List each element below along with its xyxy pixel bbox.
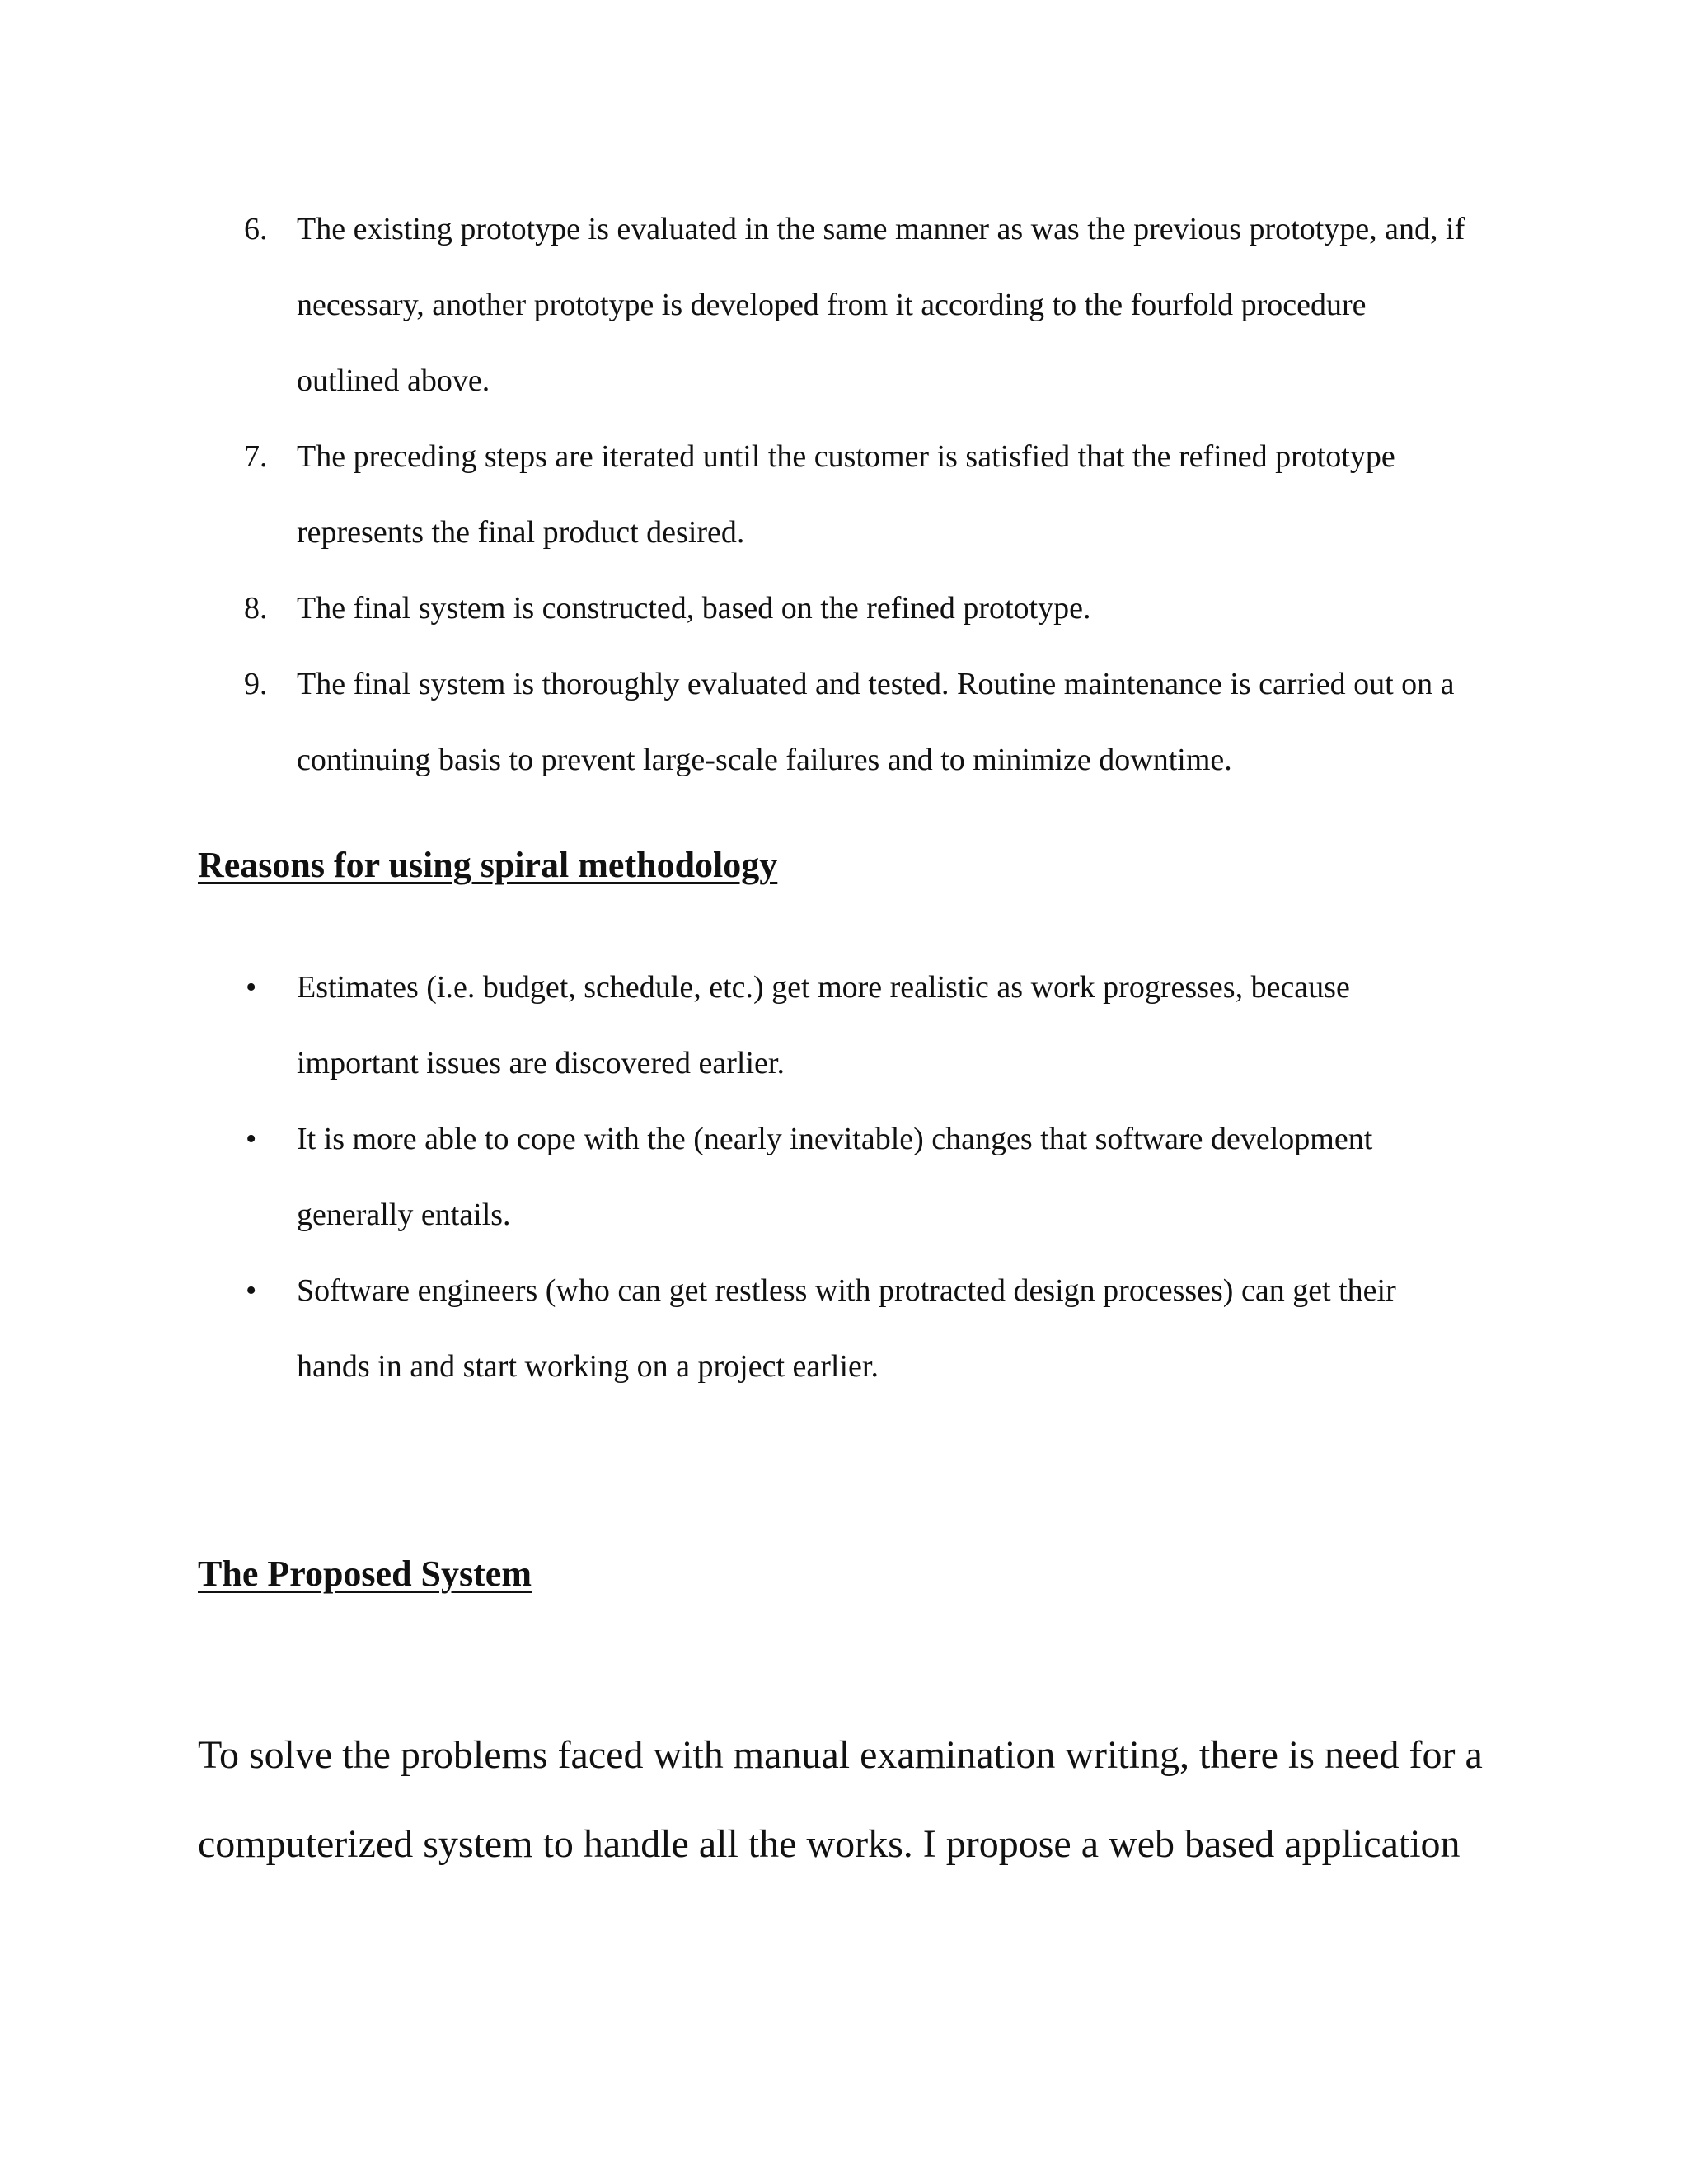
proposed-system-paragraph: To solve the problems faced with manual examination writing, there is need for a computerized system to handle all the works. I propose a web based application: [198, 1733, 1483, 1866]
list-number: 7.: [244, 439, 268, 474]
bullet-icon: •: [246, 1273, 257, 1308]
section-heading-reasons: Reasons for using spiral methodology: [198, 845, 778, 885]
list-item-text: The final system is thoroughly evaluated and tested. Routine maintenance is carried out on a continuing basis to prevent large-scale failures and to minimize downtime.: [297, 667, 1455, 777]
list-item: [0, 949, 1688, 1101]
list-item-text: The final system is constructed, based on the refined prototype.: [297, 591, 1091, 626]
list-item-text: The existing prototype is evaluated in the same manner as was the previous prototype, and, if necessary, another prototype is developed from it according to the fourfold procedure outlined above.: [297, 212, 1465, 398]
reasons-bullet-list: [0, 949, 1688, 1404]
bullet-text: Software engineers (who can get restless with protracted design processes) can get their hands in and start working on a project earlier.: [297, 1273, 1396, 1384]
numbered-steps-list: [0, 191, 1688, 798]
list-number: 9.: [244, 667, 268, 701]
list-item: [0, 646, 1688, 798]
bullet-text: It is more able to cope with the (nearly inevitable) changes that software development generally entails.: [297, 1122, 1373, 1232]
list-item: [0, 1101, 1688, 1253]
bullet-icon: •: [246, 1122, 257, 1156]
list-item: [0, 570, 1688, 646]
list-item-text: The preceding steps are iterated until the customer is satisfied that the refined prototype represents the final product desired.: [297, 439, 1395, 550]
list-number: 8.: [244, 591, 268, 626]
bullet-icon: •: [246, 970, 257, 1005]
list-item: [0, 1253, 1688, 1404]
bullet-text: Estimates (i.e. budget, schedule, etc.) get more realistic as work progresses, because important issues are discovered earlier.: [297, 970, 1350, 1080]
section-heading-proposed-system: The Proposed System: [198, 1554, 532, 1594]
list-item: [0, 419, 1688, 570]
list-number: 6.: [244, 212, 268, 246]
list-item: [0, 191, 1688, 419]
